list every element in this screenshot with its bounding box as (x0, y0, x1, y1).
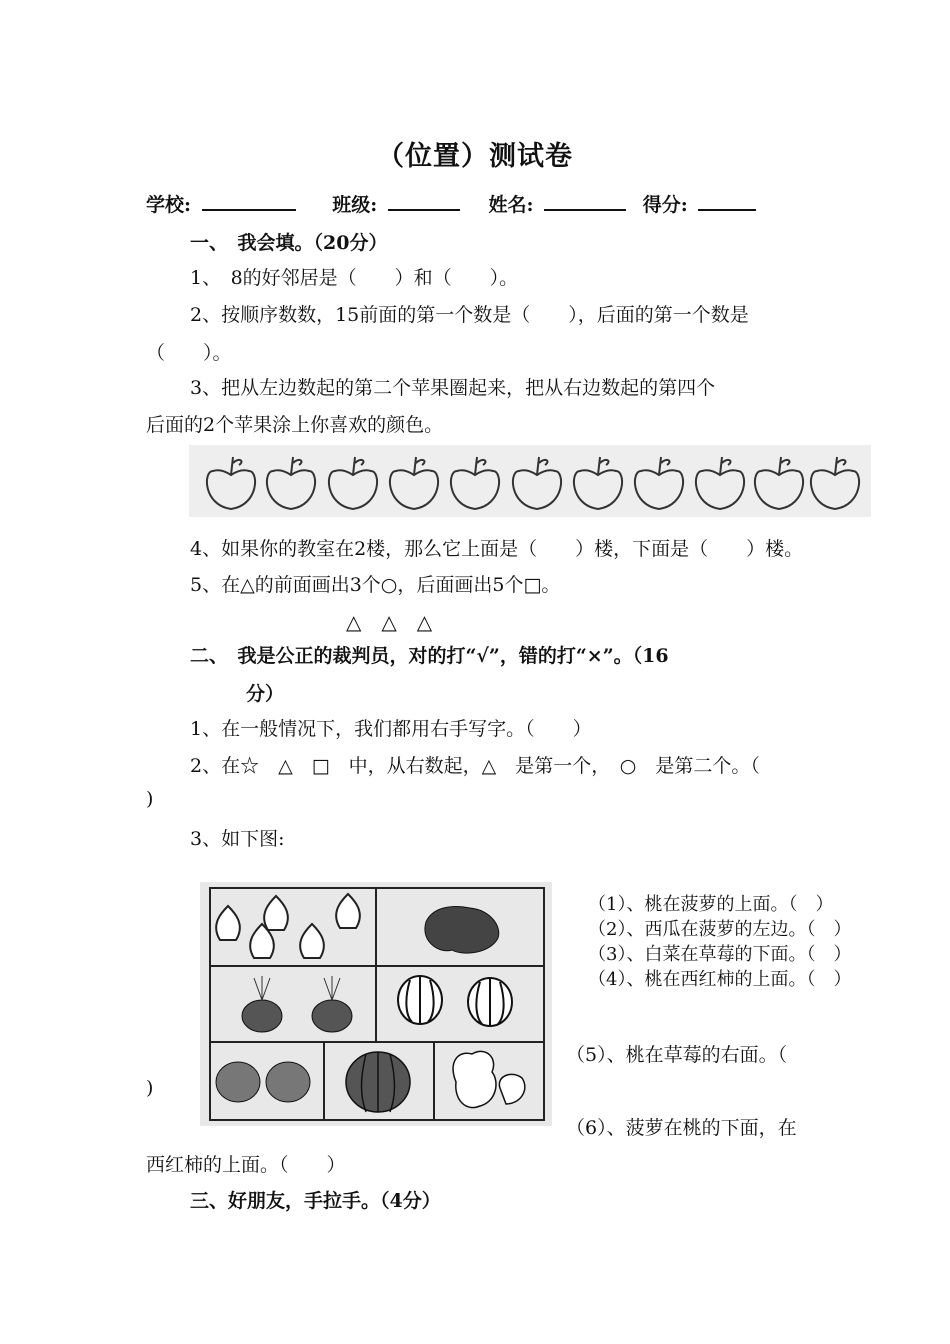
question-2-1: 1、在一般情况下，我们都用右手写字。（ ） (190, 718, 592, 740)
score-label: 得分: (642, 194, 688, 216)
apple-icon (811, 457, 859, 509)
peach-icon (216, 894, 360, 958)
question-2-3: 3、如下图: (190, 828, 285, 850)
apple-icon (755, 457, 803, 509)
question-1-2: 2、按顺序数数，15前面的第一个数是（ ），后面的第一个数是 (190, 304, 749, 326)
apple-icon (635, 457, 683, 509)
judge-item-2: （2）、西瓜在菠萝的左边。（ ） (588, 919, 852, 940)
question-1-2-cont: （ ）。 (146, 342, 232, 364)
school-blank[interactable] (202, 191, 296, 211)
apples-image (189, 445, 871, 517)
question-1-1: 1、 8的好邻居是（ ）和（ ）。 (190, 267, 519, 289)
school-label: 学校: (146, 194, 192, 216)
section1-heading: 一、 我会填。（20分） (190, 232, 388, 254)
fruit-grid-image (200, 882, 552, 1126)
pumpkin-icon (346, 1052, 410, 1112)
name-label: 姓名: (488, 194, 534, 216)
judge-item-5: （5）、桃在草莓的右面。（ (566, 1044, 788, 1066)
class-label: 班级: (332, 194, 378, 216)
class-blank[interactable] (388, 191, 460, 211)
name-blank[interactable] (544, 191, 626, 211)
cabbage-icon (453, 1051, 525, 1107)
judge-item-6-cont: 西红柿的上面。（ ） (146, 1154, 346, 1176)
header-row (146, 190, 760, 217)
score-blank[interactable] (698, 191, 756, 211)
section2-heading-cont: 分） (246, 683, 285, 705)
question-1-4: 4、如果你的教室在2楼，那么它上面是（ ）楼，下面是（ ）楼。 (190, 538, 804, 560)
judge-item-4: （4）、桃在西红柿的上面。（ ） (588, 969, 852, 990)
apple-icon (574, 457, 622, 509)
apple-icon (207, 457, 255, 509)
apple-icon (696, 457, 744, 509)
watermelon-icon (398, 976, 512, 1026)
strawberry-icon (425, 907, 499, 954)
judge-item-5-cont: ) (146, 1077, 154, 1099)
triangles-row: △ △ △ (346, 610, 433, 634)
question-1-3-cont: 后面的2个苹果涂上你喜欢的颜色。 (146, 414, 444, 436)
question-2-2-cont: ) (146, 788, 154, 810)
judge-item-3: （3）、白菜在草莓的下面。（ ） (588, 944, 852, 965)
judge-item-1: （1）、桃在菠萝的上面。（ ） (588, 894, 834, 915)
question-1-3: 3、把从左边数起的第二个苹果圈起来，把从右边数起的第四个 (190, 377, 716, 399)
apple-icon (451, 457, 499, 509)
question-1-5: 5、在△的前面画出3个○，后面画出5个□。 (190, 574, 561, 596)
apple-icon (267, 457, 315, 509)
page-title: （位置）测试卷 (377, 141, 573, 172)
apple-icon (329, 457, 377, 509)
apple-icon (390, 457, 438, 509)
section3-heading: 三、好朋友，手拉手。（4分） (190, 1190, 441, 1212)
section2-heading: 二、 我是公正的裁判员，对的打“√”，错的打“×”。（16 (190, 645, 669, 667)
tomato-icon (216, 1062, 310, 1102)
pineapple-icon (242, 976, 352, 1032)
apple-icon (513, 457, 561, 509)
judge-item-6: （6）、菠萝在桃的下面，在 (566, 1117, 797, 1139)
question-2-2: 2、在☆ △ □ 中，从右数起，△ 是第一个， ○ 是第二个。（ (190, 755, 760, 777)
